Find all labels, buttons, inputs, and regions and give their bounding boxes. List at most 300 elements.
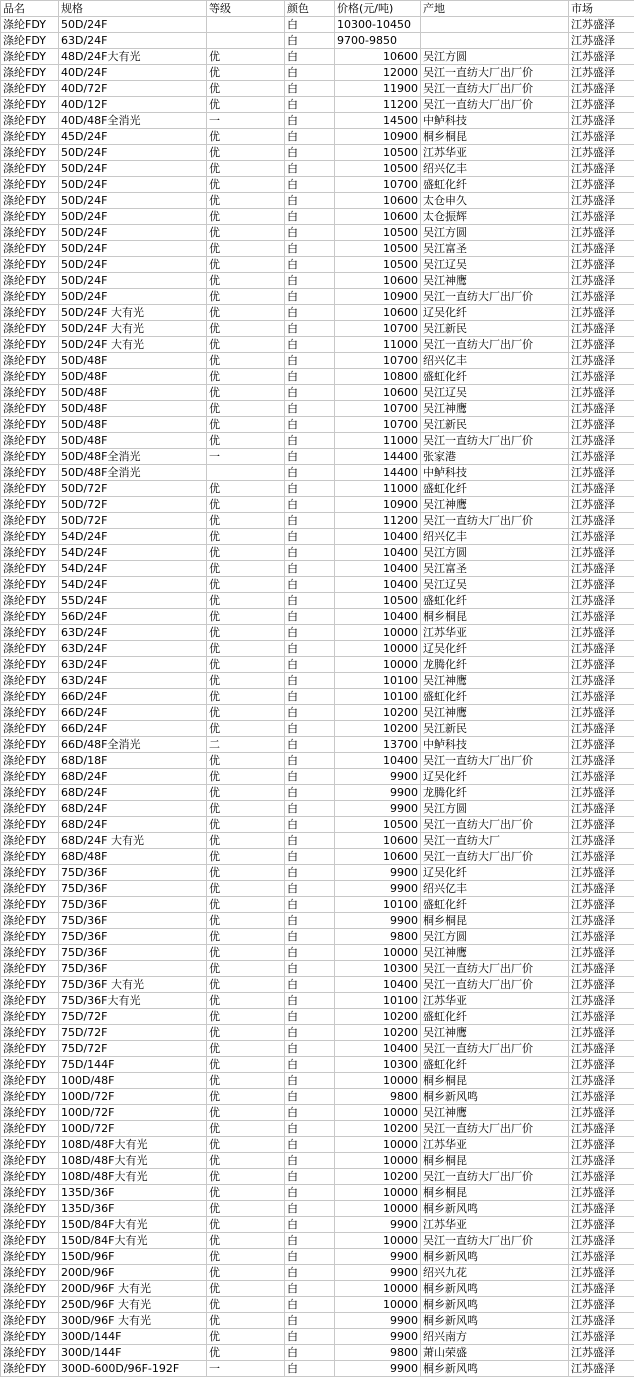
origin-cell: 桐乡桐昆 [421,609,569,625]
price-cell: 10000 [335,641,421,657]
market-cell: 江苏盛泽 [569,1265,634,1281]
origin-cell: 吴江方圆 [421,49,569,65]
grade-cell: 优 [207,177,285,193]
price-cell: 10000 [335,1297,421,1313]
product-cell: 涤纶FDY [1,49,59,65]
origin-cell: 绍兴亿丰 [421,529,569,545]
spec-cell: 45D/24F [59,129,207,145]
origin-cell: 盛虹化纤 [421,481,569,497]
spec-cell: 50D/24F 大有光 [59,305,207,321]
table-row [1,577,634,593]
market-cell: 江苏盛泽 [569,1169,634,1185]
table-row [1,1089,634,1105]
price-cell: 14500 [335,113,421,129]
market-cell: 江苏盛泽 [569,17,634,33]
table-row [1,465,634,481]
grade-cell [207,17,285,33]
market-cell: 江苏盛泽 [569,65,634,81]
price-cell: 10000 [335,1201,421,1217]
market-cell: 江苏盛泽 [569,257,634,273]
price-cell: 10900 [335,497,421,513]
price-cell: 10700 [335,353,421,369]
price-cell: 10000 [335,1233,421,1249]
product-cell: 涤纶FDY [1,929,59,945]
grade-cell [207,465,285,481]
grade-cell: 优 [207,705,285,721]
price-cell: 10500 [335,161,421,177]
origin-cell: 张家港 [421,449,569,465]
color-cell: 白 [285,1089,335,1105]
spec-cell: 75D/36F [59,897,207,913]
origin-cell: 吴江一直纺大厂出厂价 [421,513,569,529]
spec-cell: 54D/24F [59,577,207,593]
spec-cell: 68D/24F [59,769,207,785]
origin-cell: 吴江一直纺大厂出厂价 [421,337,569,353]
market-cell: 江苏盛泽 [569,1217,634,1233]
product-cell: 涤纶FDY [1,1153,59,1169]
spec-cell: 66D/24F [59,705,207,721]
grade-cell: 优 [207,1297,285,1313]
table-row [1,1185,634,1201]
origin-cell: 吴江一直纺大厂出厂价 [421,977,569,993]
color-cell: 白 [285,689,335,705]
color-cell: 白 [285,417,335,433]
spec-cell: 75D/36F [59,865,207,881]
price-cell: 10900 [335,129,421,145]
spec-cell: 150D/96F [59,1249,207,1265]
origin-cell: 吴江辽吴 [421,385,569,401]
color-cell: 白 [285,257,335,273]
color-cell: 白 [285,17,335,33]
market-cell: 江苏盛泽 [569,545,634,561]
price-cell: 11000 [335,481,421,497]
grade-cell: 优 [207,1281,285,1297]
table-row [1,33,634,49]
table-row [1,1329,634,1345]
grade-cell: 一 [207,1361,285,1377]
market-cell: 江苏盛泽 [569,753,634,769]
spec-cell: 50D/24F [59,257,207,273]
spec-cell: 75D/36F [59,913,207,929]
table-row [1,977,634,993]
color-cell: 白 [285,401,335,417]
market-cell: 江苏盛泽 [569,305,634,321]
origin-cell: 萧山荣盛 [421,1345,569,1361]
product-cell: 涤纶FDY [1,257,59,273]
grade-cell: 优 [207,881,285,897]
price-cell: 10400 [335,577,421,593]
origin-cell: 中鲈科技 [421,465,569,481]
col-header-origin: 产地 [421,1,569,17]
grade-cell: 优 [207,369,285,385]
spec-cell: 63D/24F [59,673,207,689]
product-cell: 涤纶FDY [1,737,59,753]
color-cell: 白 [285,849,335,865]
market-cell: 江苏盛泽 [569,1201,634,1217]
table-row [1,417,634,433]
table-row [1,625,634,641]
price-cell: 10200 [335,705,421,721]
color-cell: 白 [285,113,335,129]
grade-cell: 优 [207,1313,285,1329]
market-cell: 江苏盛泽 [569,1073,634,1089]
origin-cell: 桐乡桐昆 [421,129,569,145]
origin-cell [421,17,569,33]
grade-cell: 优 [207,625,285,641]
color-cell: 白 [285,1153,335,1169]
color-cell: 白 [285,753,335,769]
market-cell: 江苏盛泽 [569,49,634,65]
table-row [1,81,634,97]
color-cell: 白 [285,305,335,321]
market-cell: 江苏盛泽 [569,1057,634,1073]
grade-cell: 优 [207,1185,285,1201]
grade-cell: 优 [207,529,285,545]
color-cell: 白 [285,433,335,449]
color-cell: 白 [285,273,335,289]
price-cell: 10400 [335,545,421,561]
grade-cell: 优 [207,577,285,593]
product-cell: 涤纶FDY [1,865,59,881]
color-cell: 白 [285,1121,335,1137]
origin-cell: 吴江一直纺大厂出厂价 [421,81,569,97]
price-cell: 10500 [335,225,421,241]
grade-cell: 优 [207,721,285,737]
market-cell: 江苏盛泽 [569,1009,634,1025]
color-cell: 白 [285,497,335,513]
origin-cell: 吴江富圣 [421,241,569,257]
table-row [1,1233,634,1249]
grade-cell: 优 [207,1233,285,1249]
color-cell: 白 [285,929,335,945]
market-cell: 江苏盛泽 [569,865,634,881]
grade-cell: 优 [207,689,285,705]
spec-cell: 50D/24F [59,289,207,305]
product-cell: 涤纶FDY [1,1249,59,1265]
grade-cell: 优 [207,929,285,945]
table-row [1,97,634,113]
product-cell: 涤纶FDY [1,129,59,145]
market-cell: 江苏盛泽 [569,97,634,113]
origin-cell: 绍兴亿丰 [421,353,569,369]
product-cell: 涤纶FDY [1,977,59,993]
grade-cell: 优 [207,977,285,993]
table-row [1,881,634,897]
origin-cell: 吴江神鹰 [421,1025,569,1041]
price-cell: 12000 [335,65,421,81]
grade-cell: 优 [207,753,285,769]
price-cell: 10200 [335,1121,421,1137]
grade-cell: 优 [207,993,285,1009]
color-cell: 白 [285,785,335,801]
product-cell: 涤纶FDY [1,849,59,865]
market-cell: 江苏盛泽 [569,1313,634,1329]
market-cell: 江苏盛泽 [569,769,634,785]
grade-cell: 优 [207,1249,285,1265]
table-row [1,817,634,833]
grade-cell: 优 [207,961,285,977]
price-cell: 10600 [335,385,421,401]
spec-cell: 63D/24F [59,657,207,673]
market-cell: 江苏盛泽 [569,1185,634,1201]
spec-cell: 66D/24F [59,689,207,705]
grade-cell: 优 [207,481,285,497]
spec-cell: 135D/36F [59,1185,207,1201]
product-cell: 涤纶FDY [1,401,59,417]
color-cell: 白 [285,513,335,529]
price-cell: 10400 [335,609,421,625]
market-cell: 江苏盛泽 [569,801,634,817]
product-cell: 涤纶FDY [1,801,59,817]
origin-cell: 吴江神鹰 [421,273,569,289]
origin-cell: 桐乡桐昆 [421,1185,569,1201]
spec-cell: 50D/72F [59,513,207,529]
product-cell: 涤纶FDY [1,625,59,641]
spec-cell: 40D/24F [59,65,207,81]
market-cell: 江苏盛泽 [569,353,634,369]
origin-cell: 吴江辽吴 [421,577,569,593]
grade-cell: 优 [207,833,285,849]
table-row [1,801,634,817]
market-cell: 江苏盛泽 [569,945,634,961]
market-cell: 江苏盛泽 [569,657,634,673]
origin-cell: 吴江一直纺大厂出厂价 [421,97,569,113]
market-cell: 江苏盛泽 [569,481,634,497]
grade-cell: 优 [207,193,285,209]
spec-cell: 75D/36F大有光 [59,993,207,1009]
origin-cell: 吴江方圆 [421,225,569,241]
market-cell: 江苏盛泽 [569,129,634,145]
grade-cell: 优 [207,209,285,225]
market-cell: 江苏盛泽 [569,833,634,849]
color-cell: 白 [285,161,335,177]
product-cell: 涤纶FDY [1,417,59,433]
spec-cell: 50D/24F [59,17,207,33]
table-row [1,337,634,353]
price-cell: 10700 [335,417,421,433]
spec-cell: 135D/36F [59,1201,207,1217]
color-cell: 白 [285,337,335,353]
spec-cell: 50D/48F [59,353,207,369]
market-cell: 江苏盛泽 [569,961,634,977]
origin-cell: 盛虹化纤 [421,369,569,385]
table-row [1,1009,634,1025]
color-cell: 白 [285,1265,335,1281]
color-cell: 白 [285,545,335,561]
col-header-spec: 规格 [59,1,207,17]
price-cell: 10200 [335,1025,421,1041]
spec-cell: 50D/48F全消光 [59,449,207,465]
market-cell: 江苏盛泽 [569,593,634,609]
table-row [1,945,634,961]
spec-cell: 54D/24F [59,545,207,561]
price-cell: 10400 [335,1041,421,1057]
market-cell: 江苏盛泽 [569,193,634,209]
spec-cell: 68D/24F [59,785,207,801]
table-row [1,273,634,289]
product-cell: 涤纶FDY [1,529,59,545]
market-cell: 江苏盛泽 [569,1089,634,1105]
table-row [1,113,634,129]
market-cell: 江苏盛泽 [569,321,634,337]
table-row [1,225,634,241]
origin-cell: 桐乡新风鸣 [421,1361,569,1377]
origin-cell: 吴江一直纺大厂出厂价 [421,1121,569,1137]
product-cell: 涤纶FDY [1,769,59,785]
product-cell: 涤纶FDY [1,193,59,209]
table-row [1,449,634,465]
origin-cell: 吴江新民 [421,321,569,337]
table-row [1,1137,634,1153]
product-cell: 涤纶FDY [1,321,59,337]
origin-cell: 盛虹化纤 [421,897,569,913]
table-row [1,721,634,737]
grade-cell: 优 [207,97,285,113]
color-cell: 白 [285,1249,335,1265]
color-cell: 白 [285,737,335,753]
product-cell: 涤纶FDY [1,1201,59,1217]
product-cell: 涤纶FDY [1,1281,59,1297]
market-cell: 江苏盛泽 [569,689,634,705]
market-cell: 江苏盛泽 [569,1025,634,1041]
origin-cell: 吴江新民 [421,417,569,433]
spec-cell: 75D/72F [59,1009,207,1025]
market-cell: 江苏盛泽 [569,1153,634,1169]
origin-cell: 吴江一直纺大厂出厂价 [421,753,569,769]
price-cell: 10200 [335,1169,421,1185]
grade-cell: 一 [207,449,285,465]
table-row [1,433,634,449]
product-cell: 涤纶FDY [1,785,59,801]
spec-cell: 75D/36F 大有光 [59,977,207,993]
grade-cell: 优 [207,145,285,161]
product-cell: 涤纶FDY [1,1185,59,1201]
color-cell: 白 [285,945,335,961]
table-row [1,177,634,193]
product-cell: 涤纶FDY [1,497,59,513]
product-cell: 涤纶FDY [1,1105,59,1121]
origin-cell: 中鲈科技 [421,113,569,129]
color-cell: 白 [285,97,335,113]
header-row [1,1,634,17]
product-cell: 涤纶FDY [1,513,59,529]
market-cell: 江苏盛泽 [569,1281,634,1297]
market-cell: 江苏盛泽 [569,1249,634,1265]
market-cell: 江苏盛泽 [569,1297,634,1313]
spec-cell: 50D/24F [59,225,207,241]
product-cell: 涤纶FDY [1,817,59,833]
product-cell: 涤纶FDY [1,689,59,705]
price-cell: 9900 [335,881,421,897]
spec-cell: 75D/36F [59,961,207,977]
color-cell: 白 [285,1329,335,1345]
price-cell: 10400 [335,753,421,769]
table-row [1,1169,634,1185]
market-cell: 江苏盛泽 [569,817,634,833]
product-cell: 涤纶FDY [1,1121,59,1137]
color-cell: 白 [285,657,335,673]
origin-cell: 绍兴南方 [421,1329,569,1345]
color-cell: 白 [285,977,335,993]
product-cell: 涤纶FDY [1,593,59,609]
spec-cell: 108D/48F大有光 [59,1137,207,1153]
color-cell: 白 [285,865,335,881]
origin-cell: 盛虹化纤 [421,1057,569,1073]
spec-cell: 75D/144F [59,1057,207,1073]
product-cell: 涤纶FDY [1,833,59,849]
product-cell: 涤纶FDY [1,993,59,1009]
col-header-color: 颜色 [285,1,335,17]
market-cell: 江苏盛泽 [569,785,634,801]
market-cell: 江苏盛泽 [569,929,634,945]
spec-cell: 55D/24F [59,593,207,609]
spec-cell: 108D/48F大有光 [59,1153,207,1169]
table-row [1,1345,634,1361]
table-row [1,209,634,225]
spec-cell: 100D/72F [59,1121,207,1137]
price-cell: 10500 [335,241,421,257]
market-cell: 江苏盛泽 [569,433,634,449]
grade-cell: 优 [207,593,285,609]
origin-cell: 吴江一直纺大厂出厂价 [421,433,569,449]
color-cell: 白 [285,449,335,465]
market-cell: 江苏盛泽 [569,1041,634,1057]
product-cell: 涤纶FDY [1,273,59,289]
market-cell: 江苏盛泽 [569,273,634,289]
origin-cell: 桐乡桐昆 [421,913,569,929]
table-row [1,385,634,401]
spec-cell: 48D/24F大有光 [59,49,207,65]
table-row [1,1281,634,1297]
table-row [1,673,634,689]
color-cell: 白 [285,1217,335,1233]
market-cell: 江苏盛泽 [569,977,634,993]
origin-cell: 桐乡新风鸣 [421,1281,569,1297]
table-row [1,497,634,513]
spec-cell: 40D/72F [59,81,207,97]
color-cell: 白 [285,609,335,625]
product-cell: 涤纶FDY [1,1009,59,1025]
market-cell: 江苏盛泽 [569,705,634,721]
product-cell: 涤纶FDY [1,1361,59,1377]
price-cell: 9700-9850 [335,33,421,49]
product-cell: 涤纶FDY [1,225,59,241]
color-cell: 白 [285,529,335,545]
grade-cell: 优 [207,1041,285,1057]
market-cell: 江苏盛泽 [569,449,634,465]
table-row [1,897,634,913]
color-cell: 白 [285,833,335,849]
price-cell: 11900 [335,81,421,97]
color-cell: 白 [285,225,335,241]
product-cell: 涤纶FDY [1,1233,59,1249]
market-cell: 江苏盛泽 [569,609,634,625]
price-cell: 10300-10450 [335,17,421,33]
spec-cell: 200D/96F [59,1265,207,1281]
spec-cell: 40D/48F全消光 [59,113,207,129]
color-cell: 白 [285,1105,335,1121]
product-cell: 涤纶FDY [1,465,59,481]
spec-cell: 75D/72F [59,1025,207,1041]
table-row [1,161,634,177]
product-cell: 涤纶FDY [1,1041,59,1057]
grade-cell: 优 [207,561,285,577]
table-row [1,1073,634,1089]
table-row [1,1057,634,1073]
origin-cell: 太仓振辉 [421,209,569,225]
price-cell: 11200 [335,513,421,529]
product-cell: 涤纶FDY [1,577,59,593]
